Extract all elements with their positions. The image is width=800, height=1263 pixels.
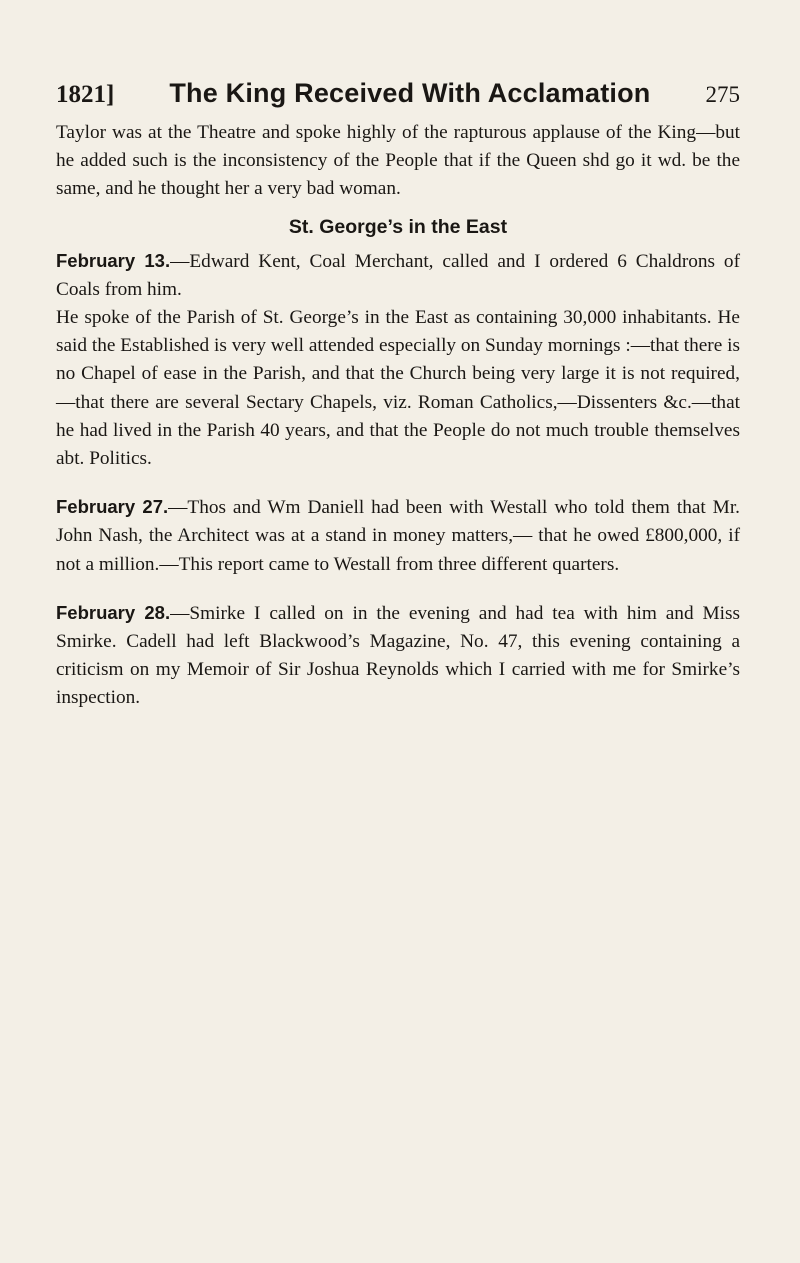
entry-text: —Smirke I called on in the evening and had tea with him and Miss Smirke. Cadell had left Blackwood’s Magazine, No. 47, this evening containing a criticism on my Memoir of Sir Joshua Reynolds which I carried with me for Smirke’s inspection. (56, 602, 741, 709)
entry-parish-description (56, 304, 740, 473)
intro-paragraph: Taylor was at the Theatre and spoke highly of the rapturous applause of the King—but he added such is the inconsistency of the People that if the Queen shd go it wd. be the same, and he thought her a very bad woman. (56, 122, 740, 200)
entry-feb-13 (56, 247, 740, 304)
entry-text: —Edward Kent, Coal Merchant, called and I ordered 6 Chaldrons of Coals from him. (56, 250, 740, 300)
section-heading: St. George’s in the East (288, 215, 508, 238)
entry-feb-28 (56, 599, 740, 713)
paragraph-gap (56, 579, 740, 599)
running-head-title: The King Received With Acclamation (169, 78, 651, 108)
entry-date: February 13. (56, 249, 171, 271)
book-page (56, 78, 740, 713)
entry-date: February 27. (56, 496, 169, 518)
entry-feb-27 (56, 493, 740, 579)
entry-text: —Thos and Wm Daniell had been with Westall who told them that Mr. John Nash, the Architect was at a stand in money matters,— that he owed £800,000, if not a million.—This report came to Westall from three different quarters. (56, 497, 741, 575)
entry-text: He spoke of the Parish of St. George’s in the East as containing 30,000 inhabitants. He said the Established is very well attended especially on Sunday mornings :—that there is no Chapel of ease in the Parish, and that the Church being very large it is not required,—that there are several Sectary Chapels, viz. Roman Catholics,—Dissenters &c.—that he had lived in the Parish 40 years, and that the People do not much trouble themselves abt. Politics. (56, 307, 740, 470)
paragraph-gap (56, 473, 740, 493)
page-number: 275 (705, 82, 740, 107)
entry-date: February 28. (56, 601, 171, 623)
running-head (56, 78, 740, 109)
running-head-year: 1821] (56, 81, 115, 108)
